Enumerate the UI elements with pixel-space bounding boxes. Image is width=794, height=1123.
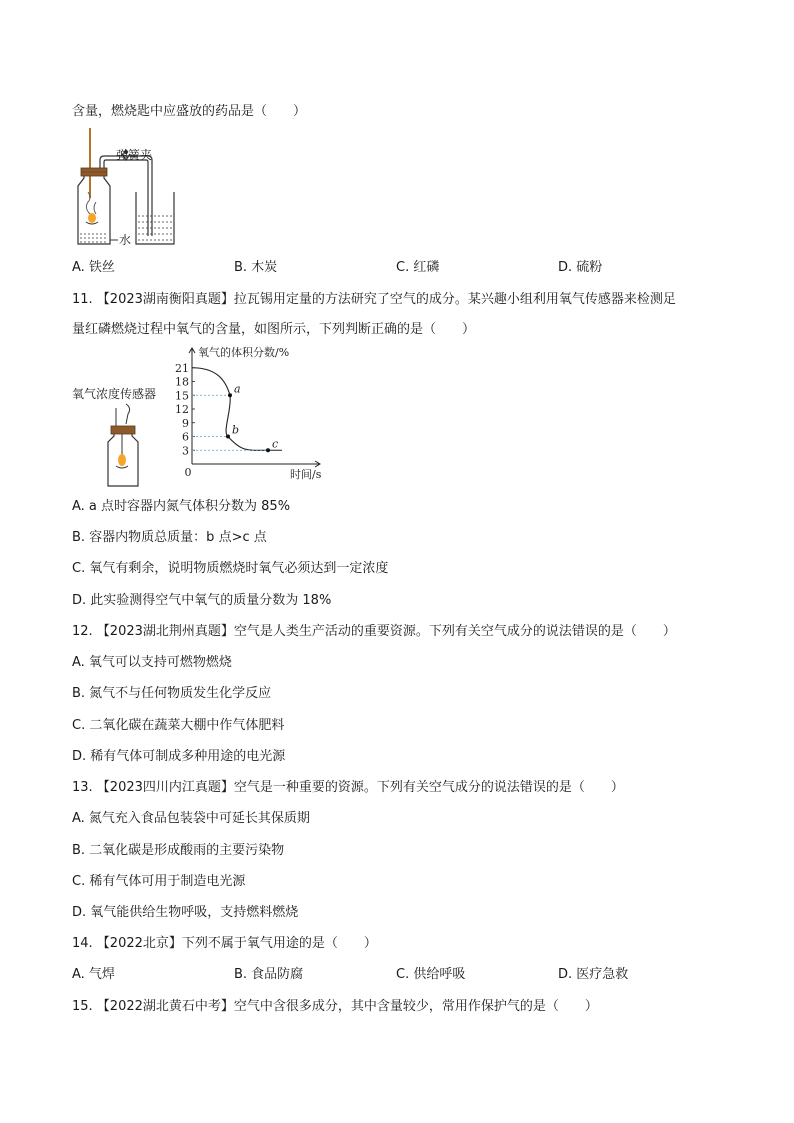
q10-option-c: C. 红磷 [396,260,440,275]
y-axis-label: 氧气的体积分数/% [198,346,290,359]
point-a [228,393,232,397]
q10-option-d: D. 硫粉 [558,260,603,275]
oxygen-curve [192,368,282,451]
y-tick-label: 9 [182,416,189,430]
q10-apparatus-figure [70,126,250,250]
q12-option-c: C. 二氧化碳在蔬菜大棚中作气体肥料 [72,718,285,733]
q12-stem: 12. 【2023湖北荆州真题】空气是人类生产活动的重要资源。下列有关空气成分的说法错误的是（ ） [72,624,676,639]
point-label-b: b [232,423,240,437]
q13-option-d: D. 氧气能供给生物呼吸，支持燃料燃烧 [72,905,299,920]
sensor-label: 氧气浓度传感器 [72,387,157,401]
q11-option-a: A. a 点时容器内氮气体积分数为 85% [72,499,291,514]
q13-stem: 13. 【2023四川内江真题】空气是一种重要的资源。下列有关空气成分的说法错误的是（ ） [72,780,624,795]
point-label-a: a [234,382,241,396]
q11-option-c: C. 氧气有剩余，说明物质燃烧时氧气必须达到一定浓度 [72,561,389,576]
y-tick-label: 12 [175,403,189,416]
q14-option-b: B. 食品防腐 [234,967,304,982]
x-axis-label: 时间/s [290,468,322,481]
clip-label: 弹簧夹 [116,148,153,162]
point-b [226,435,230,439]
origin-label: 0 [184,466,192,479]
q15-stem: 15. 【2022湖北黄石中考】空气中含很多成分，其中含量较少，常用作保护气的是（ ） [72,999,598,1014]
y-tick-label: 18 [175,375,189,389]
q14-option-a: A. 气焊 [72,967,115,982]
q10-option-b: B. 木炭 [234,260,278,275]
oxygen-chart-svg [170,340,340,490]
y-tick-label: 21 [175,361,189,375]
q12-option-b: B. 氮气不与任何物质发生化学反应 [72,686,272,701]
q11-stem-line2: 量红磷燃烧过程中氧气的含量，如图所示，下列判断正确的是（ ） [72,322,476,337]
q14-option-d: D. 医疗急救 [558,967,629,982]
q10-option-a: A. 铁丝 [72,260,115,275]
q14-stem: 14. 【2022北京】下列不属于氧气用途的是（ ） [72,936,377,951]
q13-option-c: C. 稀有气体可用于制造电光源 [72,874,246,889]
q11-option-b: B. 容器内物质总质量：b 点>c 点 [72,530,267,545]
point-c [266,448,270,452]
y-tick-label: 6 [182,430,189,444]
oxygen-chart [170,340,340,490]
q10-stem-tail: 含量，燃烧匙中应盛放的药品是（ ） [72,104,307,119]
q13-option-b: B. 二氧化碳是形成酸雨的主要污染物 [72,843,285,858]
q11-option-d: D. 此实验测得空气中氧气的质量分数为 18% [72,593,332,608]
water-label: 水 [119,233,132,247]
q14-option-c: C. 供给呼吸 [396,967,466,982]
q13-option-a: A. 氮气充入食品包装袋中可延长其保质期 [72,811,310,826]
q11-stem-line1: 11. 【2023湖南衡阳真题】拉瓦锡用定量的方法研究了空气的成分。某兴趣小组利用氧气传感器来检测足 [72,292,676,307]
point-label-c: c [272,437,279,451]
q11-sensor-figure [70,380,180,490]
q12-option-d: D. 稀有气体可制成多种用途的电光源 [72,749,286,764]
y-tick-label: 3 [182,444,189,458]
q12-option-a: A. 氧气可以支持可燃物燃烧 [72,655,232,670]
y-tick-label: 15 [175,389,189,403]
